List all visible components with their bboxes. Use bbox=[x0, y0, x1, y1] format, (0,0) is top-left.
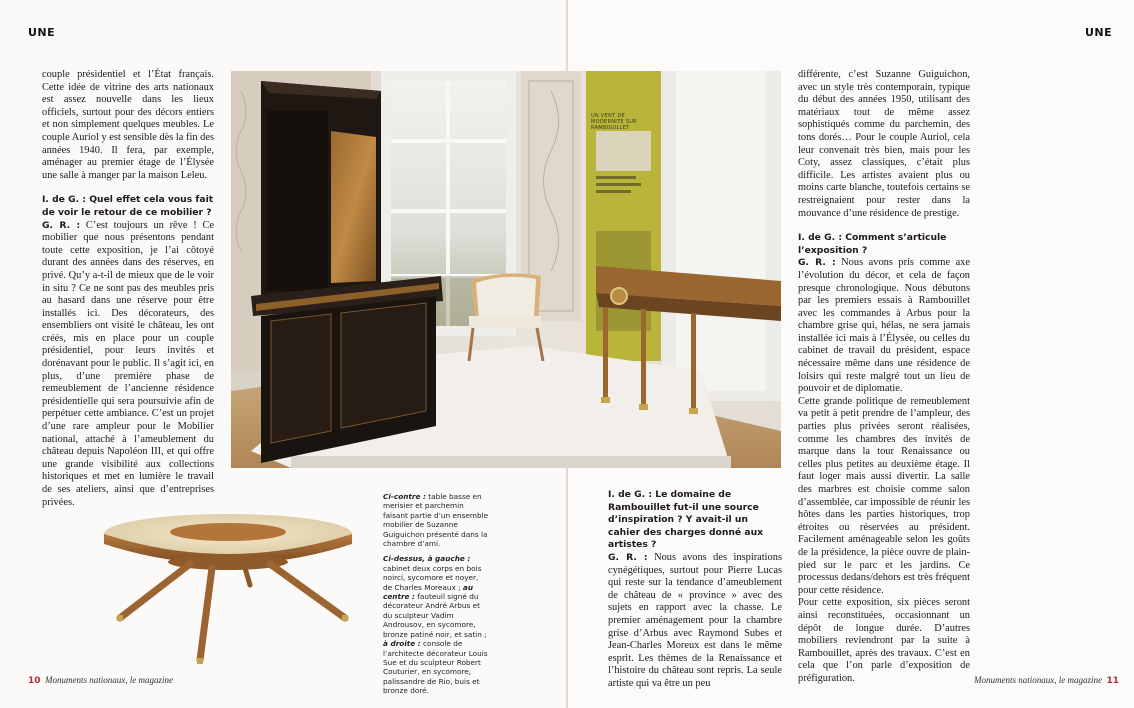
footer-left bbox=[28, 675, 173, 686]
caption-main-photo: Ci-dessus, à gauche : cabinet deux corps en bois noirci, sycomore et noyer, de Charles Moreaux ; au centre : fauteuil signé du décorateur André Arbus et du sculpteur Vadim Androusov, en sycomore, bronze patiné noir, et satin ; à droite : console de l’architecte décorateur Louis Sue et du sculpteur Robert Couturier, en sycomore, palissandre de Rio, buis et bronze doré. bbox=[383, 554, 488, 696]
speaker-label: G. R. : bbox=[42, 219, 81, 231]
interview-answer: G. R. : C’est toujours un rêve ! Ce mobilier que nous présentons pendant toute cette exposition, je l’ai côtoyé durant des années dans des réserves, en privé. Qu’y a-t-il de mieux que de le voir in situ ? Ce ne sont pas des meubles pris au hasard dans une réserve pour être installés ici. Des décorateurs, des ensembliers ont visité le château, les ont créés, mis en place pour un couple présidentiel, pour leurs invités et dorénavant pour le public. Il s’agit ici, en plus, d’une première phase de remeublement de l’ancienne résidence présidentielle qui sera poursuivie afin de perpétuer cette ambiance. C’est un projet d’une rare ampleur pour le Mobilier national, attaché à l’ameublement du château depuis Napoléon III, et qui offre une grande visibilité aux collections historiques et met en lumière le travail de ses ateliers, ainsi que d’entreprises privées. bbox=[42, 219, 214, 508]
speaker-label: G. R. : bbox=[798, 257, 836, 269]
section-tag-right: UNE bbox=[1085, 26, 1113, 39]
footer-right bbox=[974, 675, 1119, 686]
speaker-label: G. R. : bbox=[608, 551, 648, 563]
interview-answer: G. R. : Nous avons des inspirations cynégétiques, surtout pour Pierre Lucas qui reste sur la tendance d’ameublement de château de « province » avec des sujets en rapport avec la chasse. Le premier aménagement pour la chambre grise d’Arbus avec Raymond Subes et Jean-Charles Moreux est dans le même esprit. Les thèmes de la Renaissance et l’histoire du château sont repris. La seule artiste qui va être un peu bbox=[608, 551, 782, 689]
paragraph: couple présidentiel et l’État français. Cette idée de vitrine des arts nationaux est assez nouvelle dans les lieux officiels, surtout pour des décors entiers et non simplement quelques meubles. Le couple Auriol y est sensible dès la fin des années 1940. Il fera, par exemple, aménager au premier étage de l’Élysée une salle à manger par la maison Leleu. bbox=[42, 69, 214, 181]
photo-captions bbox=[383, 492, 489, 702]
exhibition-panel-title: UN VENT DE MODERNITÉ SUR RAMBOUILLET bbox=[591, 113, 637, 131]
page-number: 11 bbox=[1106, 676, 1120, 686]
interview-answer: G. R. : Nous avons pris comme axe l’évolution du décor, et cela de façon presque chronologique. Nous débutons par les premiers essais à Rambouillet avec les commandes à Arbus pour la chambre grise qui, hélas, ne sera jamais installée ici mais à l’Élysée, ou celles du cabinet de travail du président, espace nécessaire même dans une résidence de loisirs qui reste malgré tout un lieu de pouvoir et de diplomatie. bbox=[798, 257, 970, 395]
magazine-title: Monuments nationaux, le magazine bbox=[45, 675, 174, 685]
right-article-column bbox=[798, 69, 970, 686]
caption-coffee-table: Ci-contre : table basse en merisier et parchemin faisant partie d’un ensemble mobilier de Suzanne Guiguichon présenté dans la chambre d’ami. bbox=[383, 492, 489, 549]
magazine-title: Monuments nationaux, le magazine bbox=[974, 675, 1102, 685]
middle-article-column bbox=[608, 489, 782, 691]
interview-question: I. de G. : Le domaine de Rambouillet fut-il une source d’inspiration ? Y avait-il un cahier des charges donné aux artistes ? bbox=[608, 489, 764, 551]
coffee-table-photo bbox=[100, 510, 355, 670]
left-article-column bbox=[42, 69, 214, 509]
interview-question: I. de G. : Comment s’articule l’exposition ? bbox=[798, 232, 947, 256]
paragraph: Cette grande politique de remeublement va petit à petit prendre de l’ampleur, des parties plus privées seront réalisées, comme les chambres des invités de marque dans la tour Renaissance ou celles plus petites au deuxième étage. Il faut loger mais aussi divertir. La salle des marbres est choisie comme salon d’assemblée, car impossible de réunir les hôtes dans les parties historiques, trop étroites ou réservées au président. Facilement aménageable selon les goûts de la présidence, la pièce ouvre de plain-pied sur le parc et les jardins. Ce processus dedans/dehors est très fréquent pour cette résidence. bbox=[798, 395, 970, 596]
section-tag-left: UNE bbox=[28, 26, 56, 39]
paragraph: différente, c’est Suzanne Guiguichon, avec un style très contemporain, typique du début des années 1950, utilisant des matériaux tout de même assez sophistiqués comme du parchemin, des tons dorés… Pour le couple Auriol, cela leur convenait très bien, mais pour les Coty, assez classiques, c’était plus difficile. Les artistes avaient plus ou moins carte blanche, toutefois certains se restreignaient pour rester dans la mouvance d’une résidence de prestige. bbox=[798, 69, 970, 219]
interview-question: I. de G. : Quel effet cela vous fait de voir le retour de ce mobilier ? bbox=[42, 194, 214, 218]
paragraph: Pour cette exposition, six pièces seront ainsi reconstituées, occasionnant un dépôt de longue durée. D’autres mobiliers reviendront par la suite à Rambouillet, après des travaux. C’est en cela que l’on parle d’exposition de préfiguration. bbox=[798, 597, 970, 684]
exhibition-room-photo bbox=[231, 71, 781, 468]
page-number: 10 bbox=[28, 676, 41, 686]
